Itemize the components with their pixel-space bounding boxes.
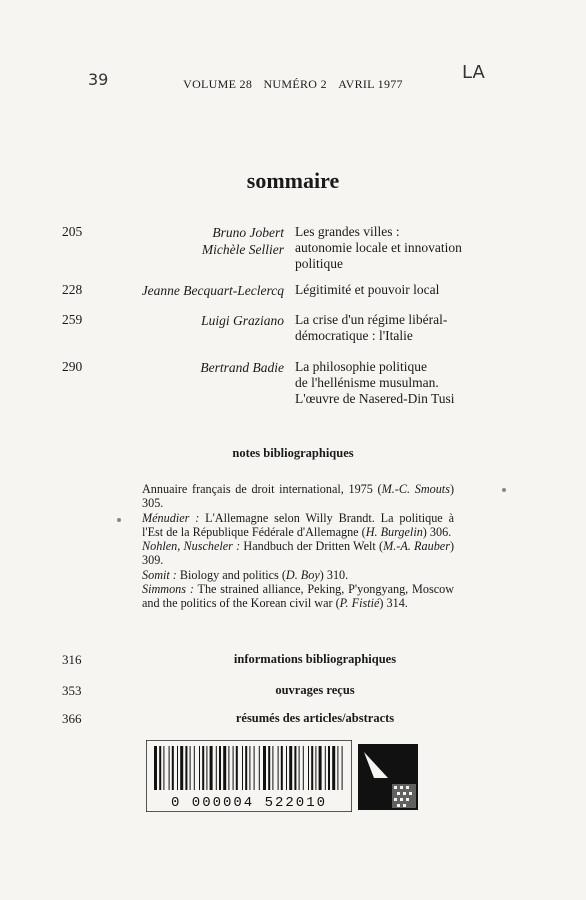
barcode-bar [259,746,260,790]
barcode-bars [146,740,352,812]
section-label: résumés des articles/abstracts [235,711,395,725]
barcode-bar [210,746,213,790]
toc-page: 353 [62,683,82,698]
page-title: sommaire [246,168,340,193]
barcode-bar [177,746,178,790]
handwritten-number: 39 [88,70,109,89]
barcode-bar [311,746,313,790]
toc-authors [200,359,284,376]
toc-page: 290 [62,359,83,374]
author: Bertrand Badie [200,360,284,375]
barcode-bar [294,746,296,790]
notes-heading: notes bibliographiques [232,446,354,460]
issue-header [0,77,586,92]
toc-page: 366 [62,711,82,726]
title-line: La crise d'un régime libéral- [295,312,448,327]
note-item: Ménudier : L'Allemagne selon Willy Brandt. La politique à l'Est de la République Fédérale d'Allemagne (H. Burgelin) 306. [142,510,454,539]
barcode-bar [272,746,273,790]
barcode-bar [254,746,255,790]
barcode-bar [202,746,204,790]
barcode-bar [315,746,316,790]
barcode-bar [278,746,279,790]
barcode-bar [233,746,234,790]
barcode-bar [263,746,266,790]
barcode-bar [154,746,157,790]
note-item: Annuaire français de droit international, 1975 (M.-C. Smouts) 305. [142,482,454,511]
barcode-bar [169,746,170,790]
barcode-bar [216,746,217,790]
toc-article-title [295,359,535,407]
barcode-bar [319,746,322,790]
barcode-bar [268,746,270,790]
title-line: de l'hellénisme musulman. [295,375,439,390]
barcode-bar [190,746,191,790]
issue-date: AVRIL 1977 [338,77,403,91]
section-label: informations bibliographiques [233,652,397,666]
title-line: autonomie locale et innovation [295,240,462,255]
title-line: Légitimité et pouvoir local [295,282,440,297]
barcode-bar [289,746,292,790]
barcode-bar [281,746,283,790]
note-item: Somit : Biology and politics (D. Boy) 310. [142,567,349,582]
toc-authors [142,282,284,299]
title-line: politique [295,256,343,271]
barcode-bar [236,746,238,790]
barcode-bar [325,746,326,790]
barcode-bar [249,746,250,790]
barcode-digits: 0 000004 522010 [170,795,328,811]
toc-article-title [295,282,535,298]
barcode-bar [159,746,161,790]
toc-article-title [295,224,535,272]
barcode-bar [163,746,164,790]
barcode-bar [303,746,304,790]
speck [117,518,121,522]
toc-page: 316 [62,652,82,667]
notes-list [142,482,454,611]
section-label: ouvrages reçus [275,683,355,697]
numero: NUMÉRO 2 [263,77,327,91]
barcode-bar [245,746,247,790]
toc-authors [201,312,284,329]
handwritten-initials: LA [462,62,485,83]
barcode-bar [332,746,335,790]
toc-page: 259 [62,312,83,327]
barcode-bar [194,746,195,790]
barcode [146,740,352,817]
barcode-bar [308,746,309,790]
title-line: démocratique : l'Italie [295,328,413,343]
volume: VOLUME 28 [183,77,253,91]
barcode-bar [199,746,200,790]
title-line: La philosophie politique [295,359,427,374]
author: Bruno Jobert [212,225,284,240]
title-line: L'œuvre de Nasered-Din Tusi [295,391,455,406]
barcode-bar [286,746,287,790]
title-line: Les grandes villes : [295,224,400,239]
toc-article-title [295,312,535,344]
barcode-bar [328,746,330,790]
author: Michèle Sellier [201,242,284,257]
barcode-bar [337,746,338,790]
barcode-bar [228,746,229,790]
barcode-bar [180,746,183,790]
speck [502,488,506,492]
barcode-bar [185,746,187,790]
note-item: Simmons : The strained alliance, Peking, P'yongyang, Moscow and the politics of the Korean civil war (P. Fistié) 314. [142,582,455,611]
toc-authors [202,224,284,258]
barcode-bar [223,746,226,790]
toc-page: 228 [62,282,83,297]
author: Jeanne Becquart-Leclercq [141,283,284,298]
publisher-logo [358,744,418,815]
barcode-bar [172,746,174,790]
barcode-bar [219,746,221,790]
toc-page: 205 [62,224,83,239]
author: Luigi Graziano [201,313,284,328]
barcode-bar [206,746,207,790]
barcode-bar [299,746,300,790]
barcode-bar [242,746,243,790]
barcode-bar [342,746,343,790]
note-item: Nohlen, Nuscheler : Handbuch der Dritten Welt (M.-A. Rauber) 309. [142,539,454,568]
